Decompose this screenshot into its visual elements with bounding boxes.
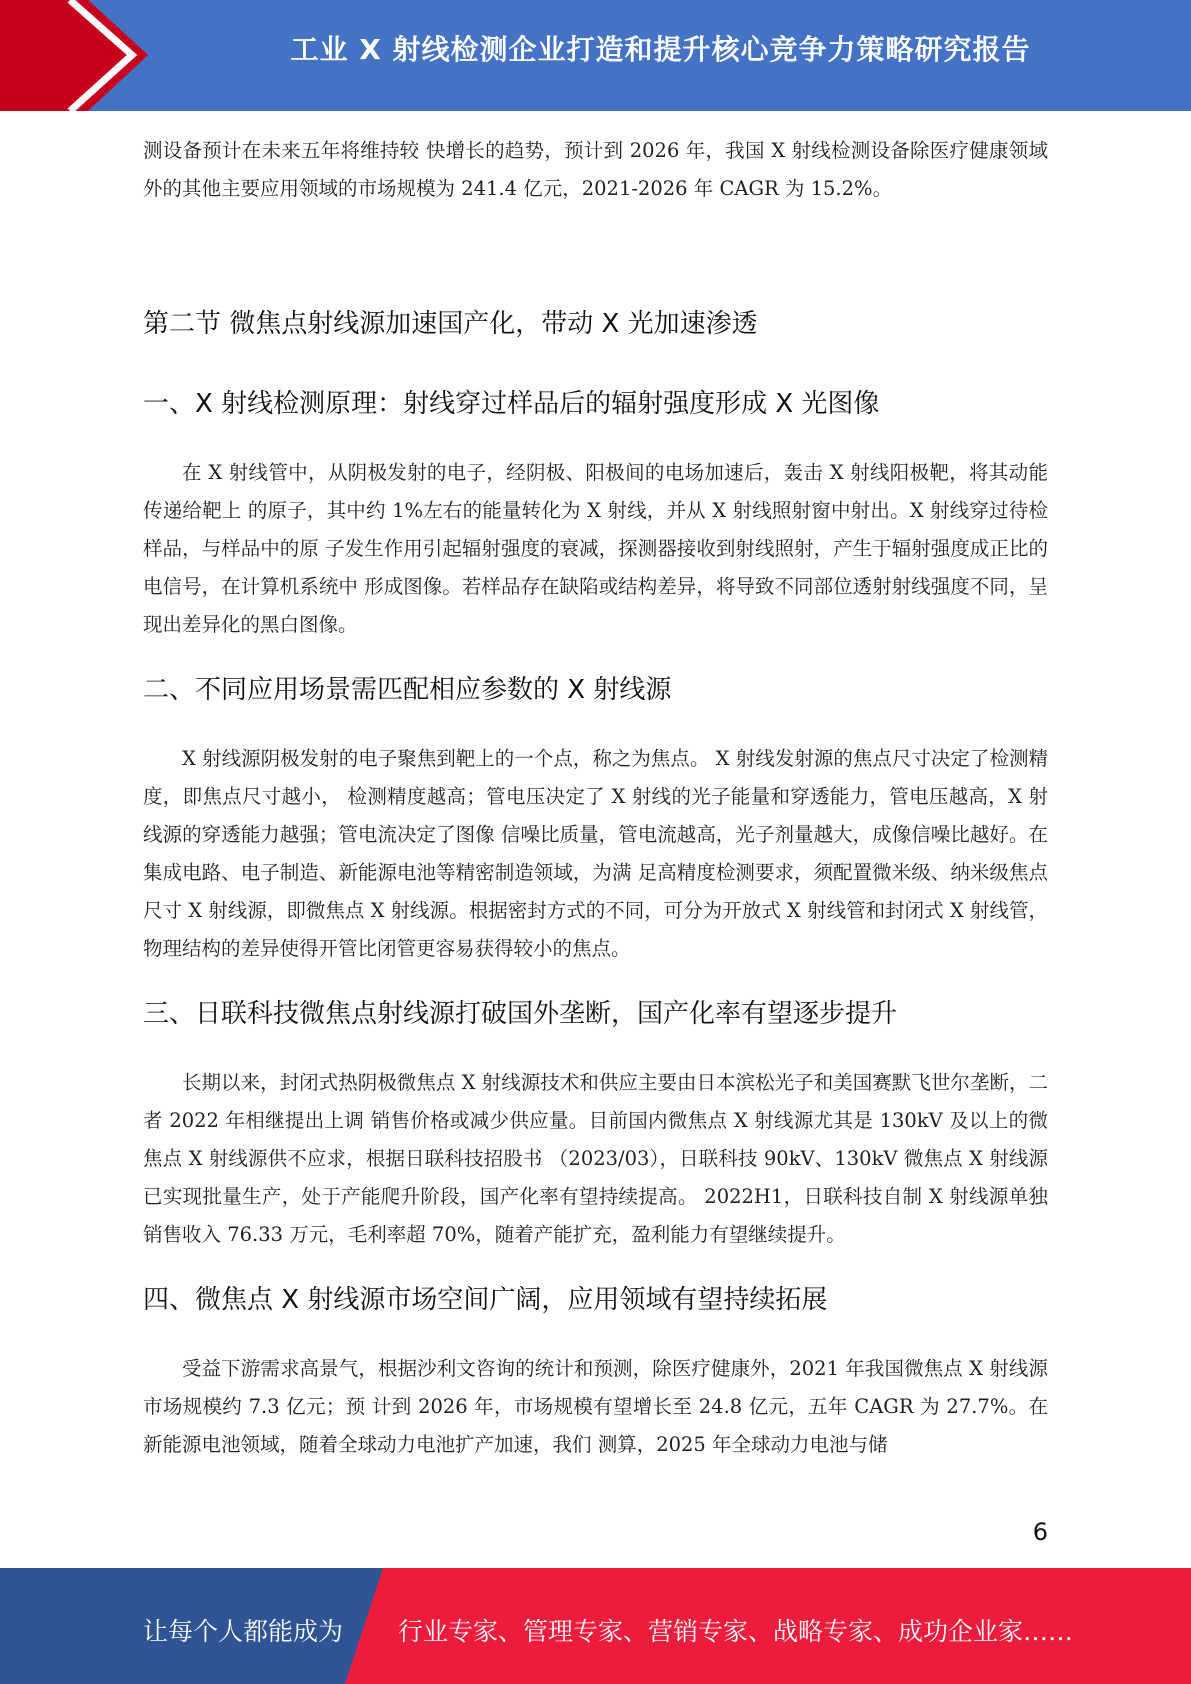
page-number: 6 bbox=[1032, 1518, 1048, 1546]
section-title: 第二节 微焦点射线源加速国产化，带动 X 光加速渗透 bbox=[143, 309, 758, 339]
footer-slogan-left: 让每个人都能成为 bbox=[143, 1617, 344, 1646]
subsection-body-2: X 射线源阴极发射的电子聚焦到靶上的一个点，称之为焦点。 X 射线发射源的焦点尺寸决定了检测精度，即焦点尺寸越小， 检测精度越高；管电压决定了 X 射线的光子能量和穿透能力，管电压越高，X 射线源的穿透能力越强；管电流决定了图像 信噪比质量，管电流越高，光子剂量越大，成像信噪比越好。在集成电路、电子制造、新能源电池等精密制造领域，为满 足高精度检测要求，须配置微米级、纳米级焦点尺寸 X 射线源，即微焦点 X 射线源。根据密封方式的不同，可分为开放式 X 射线管和封闭式 X 射线管，物理结构的差异使得开管比闭管更容易获得较小的焦点。 bbox=[143, 747, 1048, 960]
intro-paragraph: 测设备预计在未来五年将维持较 快增长的趋势，预计到 2026 年，我国 X 射线检测设备除医疗健康领域外的其他主要应用领域的市场规模为 241.4 亿元，2021-2026 年 CAGR 为 15.2%。 bbox=[143, 139, 1048, 200]
subsection-title-4: 四、微焦点 X 射线源市场空间广阔，应用领域有望持续拓展 bbox=[143, 1285, 828, 1315]
subsection-title-2: 二、不同应用场景需匹配相应参数的 X 射线源 bbox=[143, 675, 672, 705]
subsection-body-3: 长期以来，封闭式热阴极微焦点 X 射线源技术和供应主要由日本滨松光子和美国赛默飞世尔垄断，二者 2022 年相继提出上调 销售价格或减少供应量。目前国内微焦点 X 射线源尤其是 130kV 及以上的微焦点 X 射线源供不应求，根据日联科技招股书 （2023/03），日联科技 90kV、130kV 微焦点 X 射线源已实现批量生产，处于产能爬升阶段，国产化率有望持续提高。 2022H1，日联科技自制 X 射线源单独销售收入 76.33 万元，毛利率超 70%，随着产能扩充，盈利能力有望继续提升。 bbox=[143, 1071, 1048, 1246]
footer-slogan-right: 行业专家、管理专家、营销专家、战略专家、成功企业家…… bbox=[398, 1617, 1074, 1646]
page-header bbox=[0, 0, 1191, 111]
header-red-chevron bbox=[0, 0, 148, 111]
page-footer bbox=[0, 1568, 1191, 1684]
page-content bbox=[143, 132, 1048, 1464]
subsection-body-1: 在 X 射线管中，从阴极发射的电子，经阴极、阳极间的电场加速后，轰击 X 射线阳极靶，将其动能传递给靶上 的原子，其中约 1%左右的能量转化为 X 射线，并从 X 射线照射窗中射出。X 射线穿过待检样品，与样品中的原 子发生作用引起辐射强度的衰减，探测器接收到射线照射，产生于辐射强度成正比的电信号，在计算机系统中 形成图像。若样品存在缺陷或结构差异，将导致不同部位透射射线强度不同，呈现出差异化的黑白图像。 bbox=[143, 461, 1048, 636]
subsection-title-1: 一、X 射线检测原理：射线穿过样品后的辐射强度形成 X 光图像 bbox=[143, 389, 880, 419]
subsection-body-4: 受益下游需求高景气，根据沙利文咨询的统计和预测，除医疗健康外，2021 年我国微焦点 X 射线源市场规模约 7.3 亿元；预 计到 2026 年，市场规模有望增长至 24.8 亿元，五年 CAGR 为 27.7%。在新能源电池领域，随着全球动力电池扩产加速，我们 测算，2025 年全球动力电池与储 bbox=[143, 1357, 1048, 1456]
document-title: 工业 X 射线检测企业打造和提升核心竞争力策略研究报告 bbox=[290, 33, 1031, 66]
subsection-title-3: 三、日联科技微焦点射线源打破国外垄断，国产化率有望逐步提升 bbox=[143, 999, 898, 1029]
